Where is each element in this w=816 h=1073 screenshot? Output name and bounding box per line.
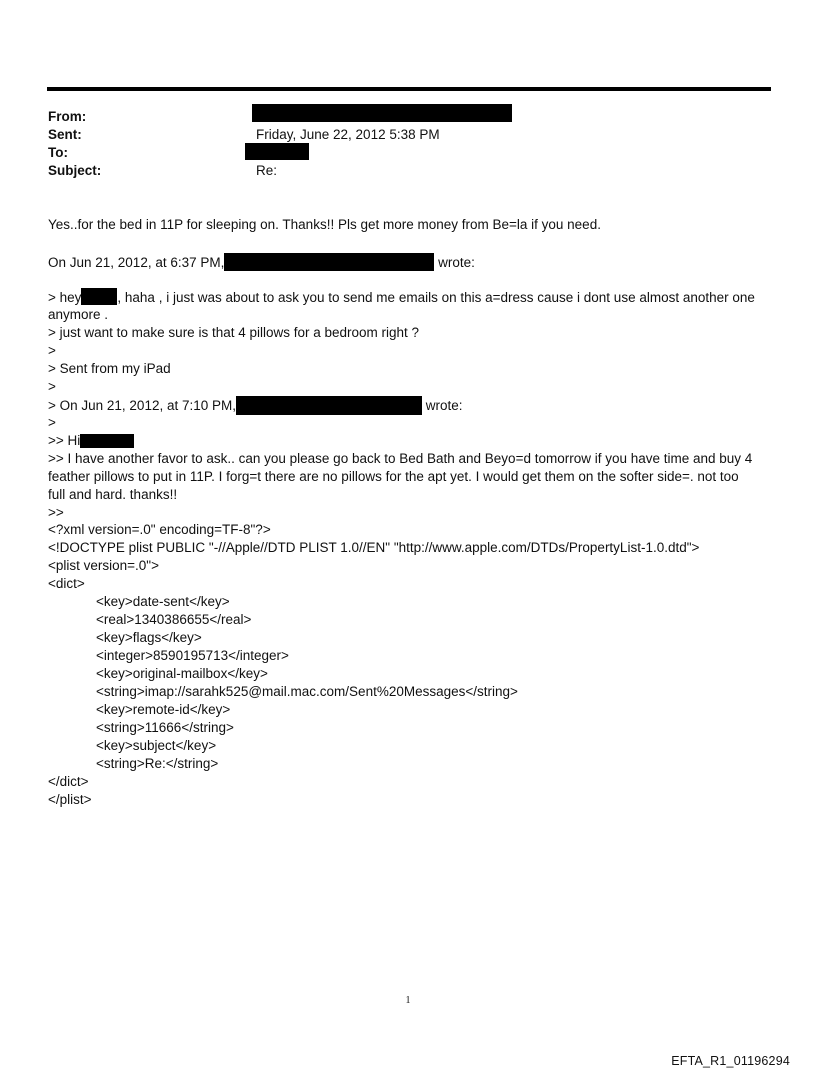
plist-close: </plist>	[48, 792, 92, 807]
sent-label: Sent:	[48, 127, 82, 142]
quote1-prefix: On Jun 21, 2012, at 6:37 PM,	[48, 255, 225, 270]
quote-marker: >	[48, 343, 56, 358]
hi-line	[48, 432, 134, 450]
quote1-suffix: wrote:	[438, 255, 475, 270]
xml-line: <key>date-sent</key>	[96, 594, 230, 609]
from-label: From:	[48, 109, 87, 124]
subject-label: Subject:	[48, 163, 102, 178]
name-redaction	[81, 288, 117, 305]
xml-line: <key>subject</key>	[96, 738, 217, 753]
dict-close: </dict>	[48, 774, 89, 789]
subject-value: Re:	[256, 163, 278, 178]
favor-line-3: full and hard. thanks!!	[48, 487, 178, 502]
anymore-line: anymore .	[48, 307, 109, 322]
dict-open: <dict>	[48, 576, 85, 591]
xml-line: <string>11666</string>	[96, 720, 234, 735]
quote2-prefix: > On Jun 21, 2012, at 7:10 PM,	[48, 398, 236, 413]
quote-marker: >	[48, 379, 56, 394]
sent-value: Friday, June 22, 2012 5:38 PM	[256, 127, 440, 142]
pillows-line: > just want to make sure is that 4 pillows for a bedroom right ?	[48, 325, 420, 340]
header-rule	[47, 87, 771, 91]
quote2-redaction	[236, 396, 422, 415]
quote2-header	[48, 396, 463, 415]
hi-name-redaction	[80, 434, 134, 448]
favor-line-1: >> I have another favor to ask.. can you please go back to Bed Bath and Beyo=d tomorrow if you have time and buy 4	[48, 451, 753, 466]
from-redaction	[252, 104, 512, 122]
plist-open: <plist version=.0">	[48, 558, 159, 573]
to-label: To:	[48, 145, 68, 160]
xml-line: <real>1340386655</real>	[96, 612, 252, 627]
hey-rest: , haha , i just was about to ask you to send me emails on this a=dress cause i dont use almost another one	[117, 290, 755, 305]
favor-line-2: feather pillows to put in 11P. I forg=t there are no pillows for the apt yet. I would get them on the softer side=. not too	[48, 469, 739, 484]
xml-line: <string>Re:</string>	[96, 756, 219, 771]
to-redaction	[245, 143, 309, 160]
xml-declaration: <?xml version=.0" encoding=TF-8"?>	[48, 522, 271, 537]
xml-line: <key>remote-id</key>	[96, 702, 231, 717]
quote-marker: >>	[48, 505, 64, 520]
quote-hey-line	[48, 288, 755, 307]
quote1-redaction	[224, 253, 434, 271]
xml-line: <string>imap://sarahk525@mail.mac.com/Sent%20Messages</string>	[96, 684, 518, 699]
xml-line: <integer>8590195713</integer>	[96, 648, 289, 663]
xml-line: <key>original-mailbox</key>	[96, 666, 268, 681]
document-id: EFTA_R1_01196294	[671, 1054, 790, 1068]
hey-prefix: > hey	[48, 290, 82, 305]
xml-doctype: <!DOCTYPE plist PUBLIC "-//Apple//DTD PLIST 1.0//EN" "http://www.apple.com/DTDs/PropertyList-1.0.dtd">	[48, 540, 700, 555]
hi-prefix: >> Hi	[48, 433, 81, 448]
xml-line: <key>flags</key>	[96, 630, 202, 645]
quote1-header	[48, 253, 475, 272]
quote-marker: >	[48, 415, 56, 430]
sent-from-ipad-line: > Sent from my iPad	[48, 361, 171, 376]
page-number: 1	[405, 995, 411, 1006]
reply-line: Yes..for the bed in 11P for sleeping on. Thanks!! Pls get more money from Be=la if you need.	[48, 217, 601, 232]
quote2-suffix: wrote:	[425, 398, 463, 413]
